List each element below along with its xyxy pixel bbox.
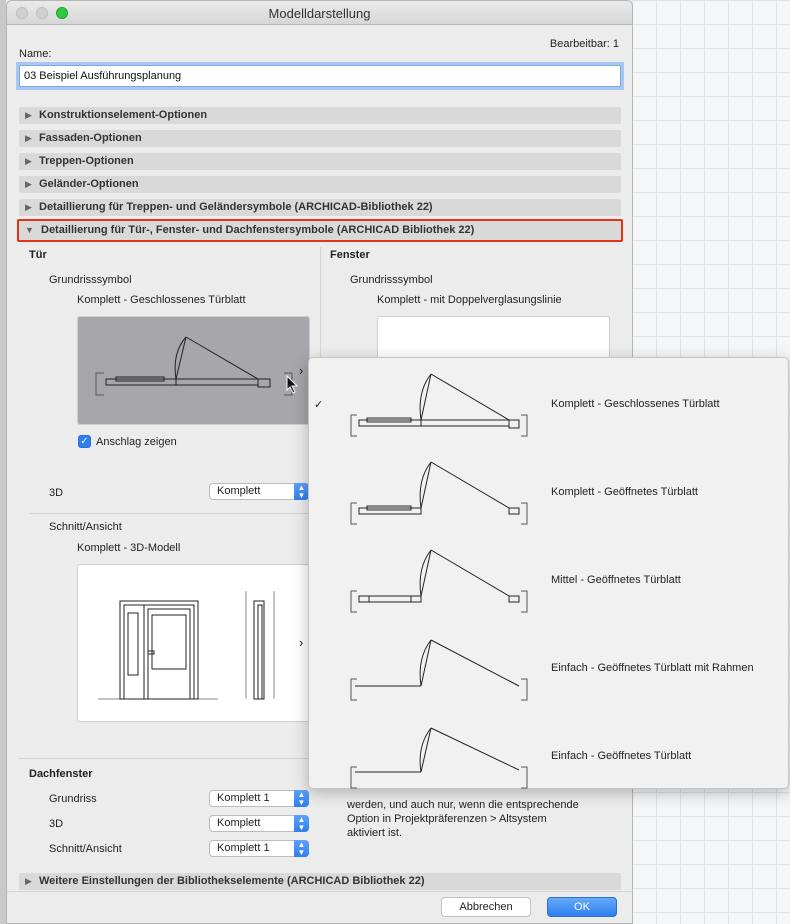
menu-item-label: Einfach - Geöffnetes Türblatt bbox=[551, 750, 692, 762]
checkmark-icon: ✓ bbox=[314, 399, 324, 411]
triangle-right-icon: ▶ bbox=[25, 202, 32, 212]
door-symbol-open-icon bbox=[339, 454, 539, 534]
door-symbol-simple-icon bbox=[339, 718, 539, 798]
door-section-label: Schnitt/Ansicht bbox=[49, 521, 122, 533]
skylight-heading: Dachfenster bbox=[29, 768, 93, 780]
window-plan-value: Komplett - mit Doppelverglasungslinie bbox=[377, 294, 562, 306]
name-label: Name: bbox=[19, 48, 52, 60]
triangle-right-icon: ▶ bbox=[25, 179, 32, 189]
window-plan-label: Grundrisssymbol bbox=[350, 274, 433, 286]
door-plan-symbol bbox=[78, 317, 311, 426]
door-plan-label: Grundrisssymbol bbox=[49, 274, 132, 286]
door-plan-symbol-menu bbox=[308, 357, 789, 789]
stepper-icon: ▲ ▼ bbox=[294, 840, 309, 857]
chevron-right-icon[interactable]: › bbox=[299, 635, 304, 650]
window-note-line-1: werden, und auch nur, wenn die entsprechende bbox=[347, 799, 579, 811]
door-symbol-medium-icon bbox=[339, 542, 539, 622]
door-symbol-closed-icon bbox=[339, 366, 539, 446]
show-swing-label: Anschlag zeigen bbox=[96, 436, 177, 448]
door-plan-preview[interactable] bbox=[77, 316, 310, 425]
name-input[interactable] bbox=[19, 65, 621, 87]
window-heading: Fenster bbox=[330, 249, 370, 261]
door-3d-model-symbol bbox=[78, 565, 311, 723]
door-divider bbox=[29, 513, 317, 514]
show-swing-checkbox[interactable]: ✓ bbox=[78, 435, 91, 448]
skylight-plan-select-value: Komplett 1 bbox=[217, 792, 270, 804]
section-tuer-fenster-symbole[interactable] bbox=[17, 219, 623, 242]
skylight-plan-select[interactable] bbox=[209, 790, 309, 807]
section-label: Detaillierung für Treppen- und Geländersymbole (ARCHICAD-Bibliothek 22) bbox=[39, 201, 433, 213]
triangle-right-icon: ▶ bbox=[25, 876, 32, 886]
window-note-line-3: aktiviert ist. bbox=[347, 827, 403, 839]
section-weitere-einstellungen[interactable] bbox=[19, 873, 621, 890]
section-label: Detaillierung für Tür-, Fenster- und Dachfenstersymbole (ARCHICAD Bibliothek 22) bbox=[41, 224, 475, 236]
menu-item-label: Komplett - Geschlossenes Türblatt bbox=[551, 398, 720, 410]
skylight-plan-label: Grundriss bbox=[49, 793, 97, 805]
triangle-right-icon: ▶ bbox=[25, 110, 32, 120]
triangle-down-icon: ▼ bbox=[25, 225, 34, 235]
footer-divider bbox=[7, 891, 633, 892]
window-title: Modelldarstellung bbox=[268, 6, 371, 21]
skylight-3d-label: 3D bbox=[49, 818, 64, 830]
menu-item-label: Einfach - Geöffnetes Türblatt mit Rahmen bbox=[551, 662, 754, 674]
menu-item-mittel-geoeffnet[interactable] bbox=[309, 534, 788, 622]
door-3d-select[interactable] bbox=[209, 483, 309, 500]
door-plan-value: Komplett - Geschlossenes Türblatt bbox=[77, 294, 246, 306]
menu-item-label: Komplett - Geöffnetes Türblatt bbox=[551, 486, 698, 498]
door-3d-select-value: Komplett bbox=[217, 485, 261, 497]
ok-button[interactable]: OK bbox=[547, 897, 617, 917]
cursor-arrow-icon bbox=[286, 375, 300, 395]
editable-count-label: Bearbeitbar: 1 bbox=[549, 38, 619, 50]
section-fassaden[interactable] bbox=[19, 130, 621, 147]
section-treppen-gelaender-symbole[interactable] bbox=[19, 199, 621, 216]
skylight-3d-select-value: Komplett bbox=[217, 817, 261, 829]
section-treppen[interactable] bbox=[19, 153, 621, 170]
menu-item-einfach-rahmen[interactable] bbox=[309, 622, 788, 710]
triangle-right-icon: ▶ bbox=[25, 133, 32, 143]
chevron-right-icon[interactable]: › bbox=[299, 363, 304, 378]
section-gelaender[interactable] bbox=[19, 176, 621, 193]
menu-item-label: Mittel - Geöffnetes Türblatt bbox=[551, 574, 681, 586]
stepper-icon: ▲ ▼ bbox=[294, 790, 309, 807]
window-note-line-2: Option in Projektpräferenzen > Altsystem bbox=[347, 813, 547, 825]
title-bar bbox=[7, 1, 632, 25]
door-symbol-simple-frame-icon bbox=[339, 630, 539, 710]
door-section-value: Komplett - 3D-Modell bbox=[77, 542, 181, 554]
skylight-3d-select[interactable] bbox=[209, 815, 309, 832]
section-label: Treppen-Optionen bbox=[39, 155, 134, 167]
section-label: Fassaden-Optionen bbox=[39, 132, 142, 144]
cancel-button[interactable]: Abbrechen bbox=[441, 897, 531, 917]
menu-item-komplett-geschlossen[interactable] bbox=[309, 358, 788, 446]
skylight-section-select[interactable] bbox=[209, 840, 309, 857]
menu-item-einfach-geoeffnet[interactable] bbox=[309, 710, 788, 798]
triangle-right-icon: ▶ bbox=[25, 156, 32, 166]
door-section-preview[interactable] bbox=[77, 564, 310, 722]
section-label: Weitere Einstellungen der Bibliothekselemente (ARCHICAD Bibliothek 22) bbox=[39, 875, 425, 887]
menu-item-komplett-geoeffnet[interactable] bbox=[309, 446, 788, 534]
stepper-icon: ▲ ▼ bbox=[294, 815, 309, 832]
section-label: Konstruktionselement-Optionen bbox=[39, 109, 208, 121]
skylight-section-select-value: Komplett 1 bbox=[217, 842, 270, 854]
section-konstruktionselement[interactable] bbox=[19, 107, 621, 124]
stepper-icon: ▲ ▼ bbox=[294, 483, 309, 500]
door-3d-label: 3D bbox=[49, 487, 64, 499]
section-label: Geländer-Optionen bbox=[39, 178, 139, 190]
door-heading: Tür bbox=[29, 249, 47, 261]
skylight-section-label: Schnitt/Ansicht bbox=[49, 843, 122, 855]
